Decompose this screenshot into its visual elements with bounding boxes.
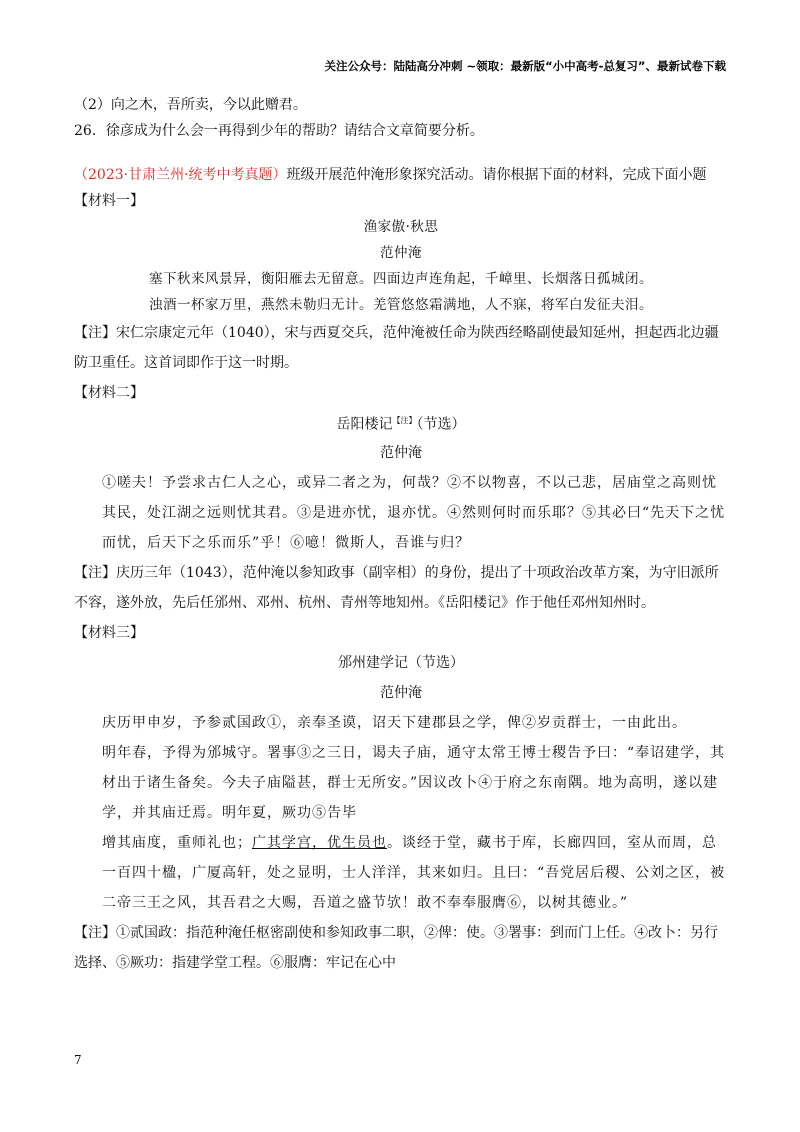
text-2-body: ①嗟夫！予尝求古仁人之心，或异二者之为，何哉？②不以物喜，不以己悲，居庙堂之高则忧其民，处江湖之远则忧其君。③是进亦忧，退亦忧。④然则何时而乐耶？⑤其必曰“先天下之忧而忧，后天下之乐而乐”乎！⑥噫！微斯人，吾谁与归？: [102, 474, 726, 551]
poem-title: 渔家傲·秋思: [363, 219, 439, 235]
text-2-title-note-mark: 【注】: [392, 416, 417, 425]
material-2-heading: 【材料二】: [74, 385, 144, 401]
text-3-p3-end: 。谈经于堂，藏书于库，长廊四回，室从而周，总一百四十楹，广厦高轩，处之显明，士人洋洋，其来如归。且曰：“吾党居后稷、公刘之区，被二帝三王之风，其吾君之大赐，吾道之盛节欤！敢不奉奉服膺⑥，以树其德业。”: [102, 834, 726, 911]
page-content: [74, 92, 728, 978]
section-intro: [74, 162, 728, 188]
material-3-note: 【注】①贰国政：指范种淹任枢密副使和参知政事二职，②俾：使。③署事：到而门上任。④改卜：另行选择、⑤厥功：指建学堂工程。⑥服膺：牢记在心中: [74, 924, 718, 971]
question-26: 26．徐彦成为什么会一再得到少年的帮助？请结合文章简要分析。: [74, 123, 484, 139]
text-3-paragraph-1: 庆历甲申岁，予参贰国政①，亲奉圣谟，诏天下建郡县之学，俾②岁贡群士，一由此出。: [102, 714, 687, 731]
text-3-paragraph-2: 明年春，予得为邠城守。署事③之三日，谒夫子庙，通守太常王博士稷告予曰：“奉诏建学，其材出于诸生备矣。今夫子庙隘甚，群士无所安。”因议改卜④于府之东南隅。地为高明，遂以建学，并其庙迁焉。明年夏，厥功⑤告毕: [102, 744, 726, 821]
material-1-heading: 【材料一】: [74, 193, 144, 209]
text-2-author: 范仲淹: [380, 444, 422, 461]
poem-line-1: 塞下秋来风景异，衡阳雁去无留意。四面边声连角起，千嶂里、长烟落日孤城闭。: [149, 271, 653, 287]
page-number: 7: [74, 1053, 82, 1067]
underlined-sentence: 广其学宫，优生员也: [252, 834, 387, 851]
text-3-paragraph-3: [74, 828, 728, 918]
text-3-p3-start: 增其庙度，重师礼也；: [102, 834, 252, 851]
page-header: 关注公众号：陆陆高分冲刺 ~领取：最新版“小中高考-总复习”、最新试卷下载: [324, 59, 726, 73]
intro-text: 班级开展范仲淹形象探究活动。请你根据下面的材料，完成下面小题: [286, 167, 707, 183]
material-1-note: 【注】宋仁宗康定元年（1040），宋与西夏交兵，范仲淹被任命为陕西经略副使最知延州，担起西北边疆防卫重任。这首词即作于这一时期。: [74, 325, 719, 371]
text-2-title-main: 岳阳楼记: [336, 416, 393, 433]
material-3-heading: 【材料三】: [74, 624, 144, 641]
question-answer-line: （2）向之木，吾所卖，今以此赠君。: [74, 97, 307, 113]
text-3-author: 范仲淹: [380, 684, 422, 701]
poem-line-2: 浊酒一杯家万里，燕然未勒归无计。羌管悠悠霜满地，人不寐，将军白发征夫泪。: [149, 297, 653, 313]
text-3-title: 邠州建学记（节选）: [338, 654, 464, 671]
exam-source: （2023·甘肃兰州·统考中考真题）: [74, 167, 287, 183]
poem-author: 范仲淹: [380, 245, 422, 261]
text-2-title-suffix: （节选）: [416, 416, 466, 433]
text-2-title: [74, 408, 728, 438]
material-2-note: 【注】庆历三年（1043），范仲淹以参知政事（副宰相）的身份，提出了十项政治改革方案，为守旧派所不容，遂外放，先后任邠州、邓州、杭州、青州等地知州。《岳阳楼记》作于他任邓州知州时。: [74, 564, 719, 611]
